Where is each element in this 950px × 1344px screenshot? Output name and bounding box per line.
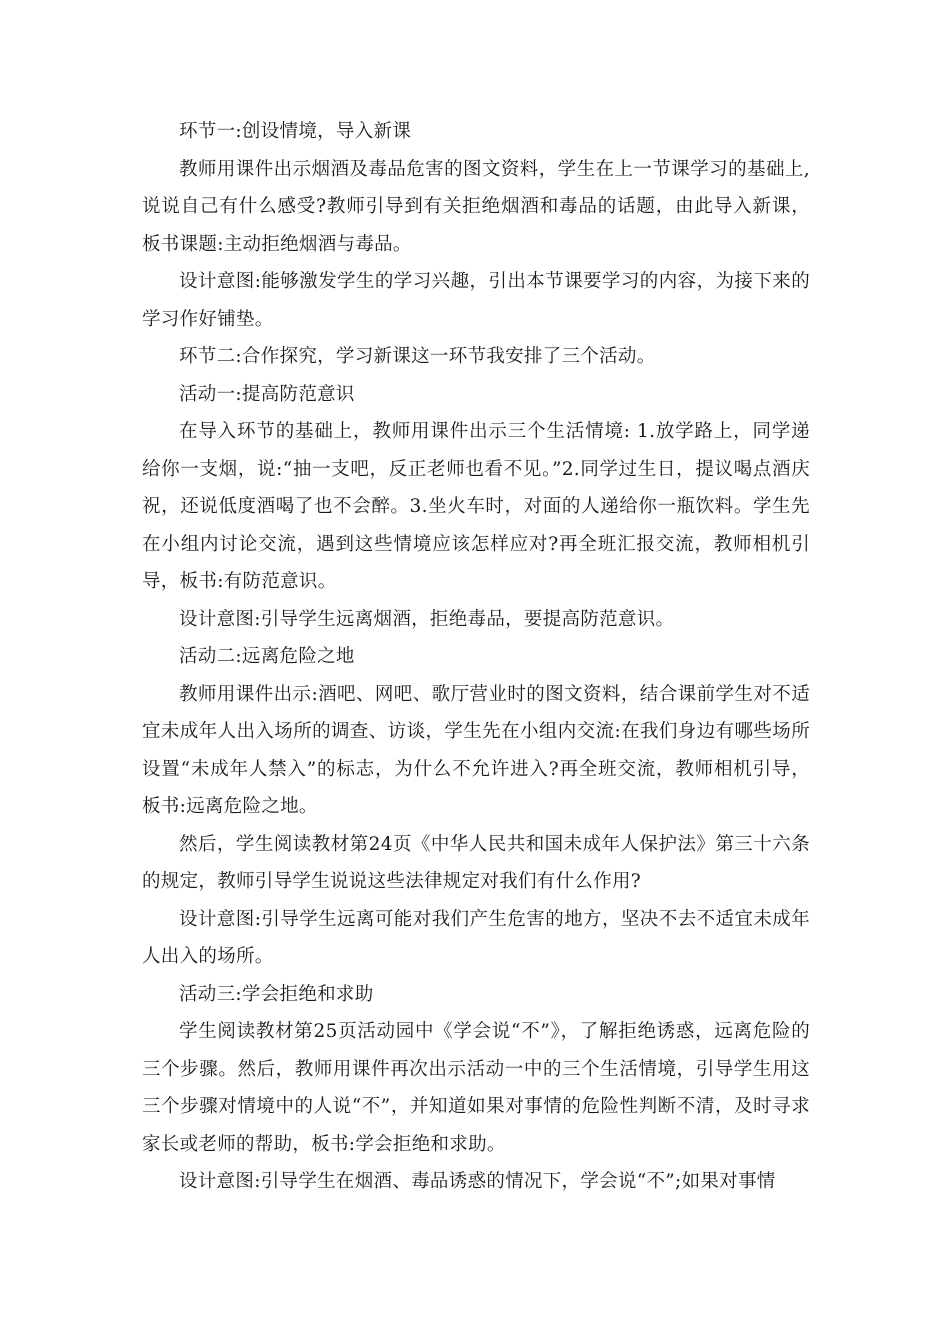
design-intent-paragraph: 设计意图:引导学生在烟酒、毒品诱惑的情况下，学会说“不”;如果对事情 xyxy=(179,1171,776,1192)
document-body xyxy=(142,113,810,1201)
design-intent-paragraph: 设计意图:引导学生远离烟酒，拒绝毒品，要提高防范意识。 xyxy=(179,608,675,630)
paragraph: 教师用课件出示烟酒及毒品危害的图文资料，学生在上一节课学习的基础上,说说自己有什么感受?教师引导到有关拒绝烟酒和毒品的话题，由此导入新课，板书课题:主动拒绝烟酒与毒品。 xyxy=(142,158,810,255)
paragraph: 在导入环节的基础上，教师用课件出示三个生活情境: 1.放学路上，同学递给你一支烟，说:“抽一支吧，反正老师也看不见。”2.同学过生日，提议喝点酒庆祝，还说低度酒喝了也不会醉。3.坐火车时，对面的人递给你一瓶饮料。学生先在小组内讨论交流，遇到这些情境应该怎样应对?再全班汇报交流，教师相机引导，板书:有防范意识。 xyxy=(142,421,810,592)
activity-heading-3: 活动三:学会拒绝和求助 xyxy=(179,983,374,1005)
activity-heading-1: 活动一:提高防范意识 xyxy=(179,383,355,405)
activity-heading-2: 活动二:远离危险之地 xyxy=(179,646,355,667)
design-intent-paragraph: 设计意图:能够激发学生的学习兴趣，引出本节课要学习的内容，为接下来的学习作好铺垫。 xyxy=(142,271,810,330)
paragraph: 教师用课件出示:酒吧、网吧、歌厅营业时的图文资料，结合课前学生对不适宜未成年人出入场所的调查、访谈，学生先在小组内交流:在我们身边有哪些场所设置“未成年人禁入”的标志，为什么不允许进入?再全班交流，教师相机引导，板书:远离危险之地。 xyxy=(142,683,810,817)
paragraph: 学生阅读教材第25页活动园中《学会说“不”》，了解拒绝诱惑，远离危险的三个步骤。然后，教师用课件再次出示活动一中的三个生活情境，引导学生用这三个步骤对情境中的人说“不”，并知道如果对事情的危险性判断不清，及时寻求家长或老师的帮助，板书:学会拒绝和求助。 xyxy=(142,1021,810,1155)
design-intent-paragraph: 设计意图:引导学生远离可能对我们产生危害的地方，坚决不去不适宜未成年人出入的场所。 xyxy=(142,908,810,967)
section-heading-1: 环节一:创设情境，导入新课 xyxy=(179,121,412,142)
paragraph: 然后，学生阅读教材第24页《中华人民共和国未成年人保护法》第三十六条的规定，教师引导学生说说这些法律规定对我们有什么作用? xyxy=(142,833,810,892)
section-heading-2: 环节二:合作探究，学习新课这一环节我安排了三个活动。 xyxy=(179,346,656,367)
